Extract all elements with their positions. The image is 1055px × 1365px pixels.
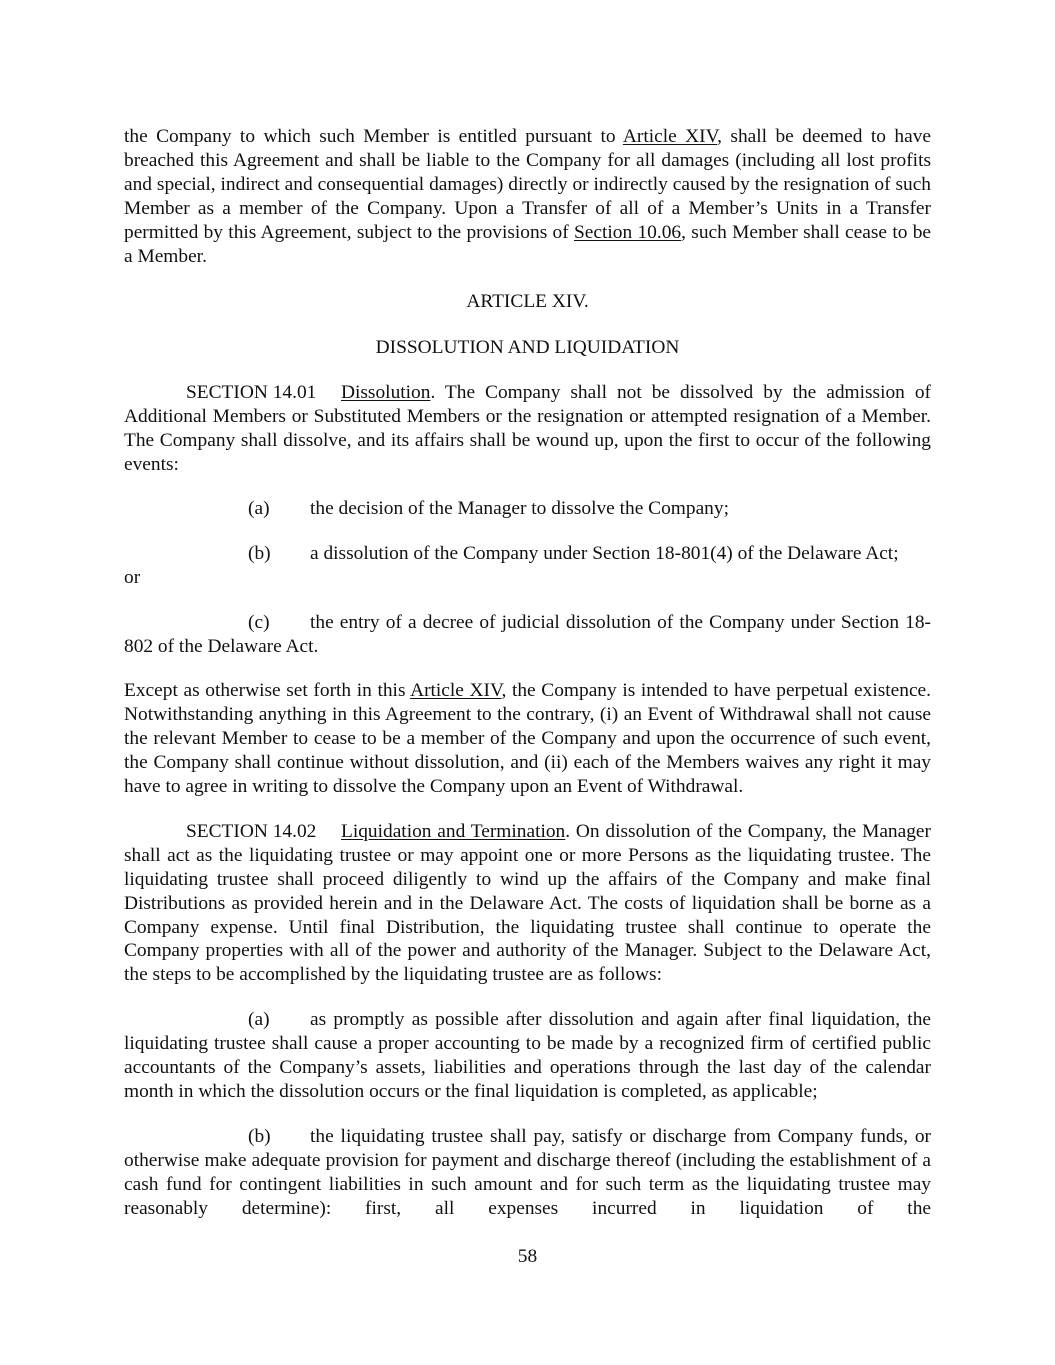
list-item-c bbox=[124, 611, 931, 659]
item-label: (c) bbox=[248, 611, 270, 633]
list-item-a bbox=[124, 497, 931, 521]
perpetual-existence-paragraph bbox=[124, 679, 931, 799]
article-reference: Article XIV bbox=[622, 126, 718, 147]
section-14-01-paragraph bbox=[124, 381, 931, 477]
section-reference: Section 10.06 bbox=[574, 221, 682, 243]
item-label: (a) bbox=[248, 1009, 270, 1031]
item-text: as promptly as possible after dissolution and again after final liquidation, the liquidating trustee shall cause a proper accounting to be made by a recognized firm of certified public accountants of the Company’s assets, liabilities and operations through the last day of the calendar month in which the dissolution occurs or the final liquidation is completed, as applicable; bbox=[124, 1009, 931, 1102]
text-run: . On dissolution of the Company, the Manager shall act as the liquidating trustee or may appoint one or more Persons as the liquidating trustee. The liquidating trustee shall proceed diligently to wind up the affairs of the Company and make final Distributions as provided herein and in the Delaware Act. The costs of liquidation shall be borne as a Company expense. Until final Distribution, the liquidating trustee shall continue to operate the Company properties with all of the power and authority of the Manager. Subject to the Delaware Act, the steps to be accomplished by the liquidating trustee are as follows: bbox=[124, 820, 931, 986]
item-label: (b) bbox=[248, 1125, 271, 1147]
section-title: Dissolution bbox=[341, 382, 431, 404]
text-run: , shall be deemed to have breached this Agreement and shall be liable to the Company for all damages (including all lost profits and special, indirect and consequential damages) directly or indirectly caused by the resignation of such Member as a member of the Company. Upon a Transfer of all of a Member’s Units in a Transfer permitted by this Agreement, subject to the provisions of bbox=[124, 126, 932, 243]
section-number: SECTION 14.02 bbox=[186, 820, 317, 842]
item-label: (b) bbox=[248, 542, 271, 564]
text-run: the Company to which such Member is entitled pursuant to bbox=[124, 126, 623, 147]
item-text: a dissolution of the Company under Section 18-801(4) of the Delaware Act; bbox=[310, 542, 899, 564]
list-item-b bbox=[124, 1125, 931, 1221]
text-run: Except as otherwise set forth in this bbox=[124, 680, 411, 702]
text-run: . The Company shall not be dissolved by the admission of Additional Members or Substituted Members or the resignation or attempted resignation of a Member. The Company shall dissolve, and its affairs shall be wound up, upon the first to occur of the following events: bbox=[124, 382, 931, 475]
item-text: the entry of a decree of judicial dissolution of the Company under Section 18-802 of the Delaware Act. bbox=[124, 611, 931, 657]
text-run: , such Member shall cease to be a Member. bbox=[124, 221, 932, 267]
intro-paragraph bbox=[124, 125, 931, 268]
section-number: SECTION 14.01 bbox=[186, 382, 317, 404]
item-text: the liquidating trustee shall pay, satisfy or discharge from Company funds, or otherwise make adequate provision for payment and discharge thereof (including the establishment of a cash fund for contingent liabilities in such amount and for such term as the liquidating trustee may reasonably determine): first, all expenses incurred in liquidation of the bbox=[124, 1125, 931, 1219]
section-title: Liquidation and Termination bbox=[341, 820, 566, 842]
article-reference: Article XIV bbox=[410, 680, 502, 702]
item-text: the decision of the Manager to dissolve the Company; bbox=[310, 497, 729, 519]
section-14-02-paragraph bbox=[124, 820, 931, 987]
list-item-a bbox=[124, 1008, 931, 1104]
text-run: , the Company is intended to have perpetual existence. Notwithstanding anything in this Agreement to the contrary, (i) an Event of Withdrawal shall not cause the relevant Member to cease to be a member of the Company and upon the occurrence of such event, the Company shall continue without dissolution, and (ii) each of the Members waives any right it may have to agree in writing to dissolve the Company upon an Event of Withdrawal. bbox=[124, 680, 931, 798]
article-title: DISSOLUTION AND LIQUIDATION bbox=[375, 337, 680, 359]
item-label: (a) bbox=[248, 497, 270, 519]
page-number: 58 bbox=[517, 1246, 538, 1267]
article-heading: ARTICLE XIV. bbox=[466, 291, 589, 313]
document-page bbox=[124, 125, 931, 1221]
or-connector: or bbox=[124, 566, 141, 588]
list-item-b bbox=[124, 542, 931, 566]
